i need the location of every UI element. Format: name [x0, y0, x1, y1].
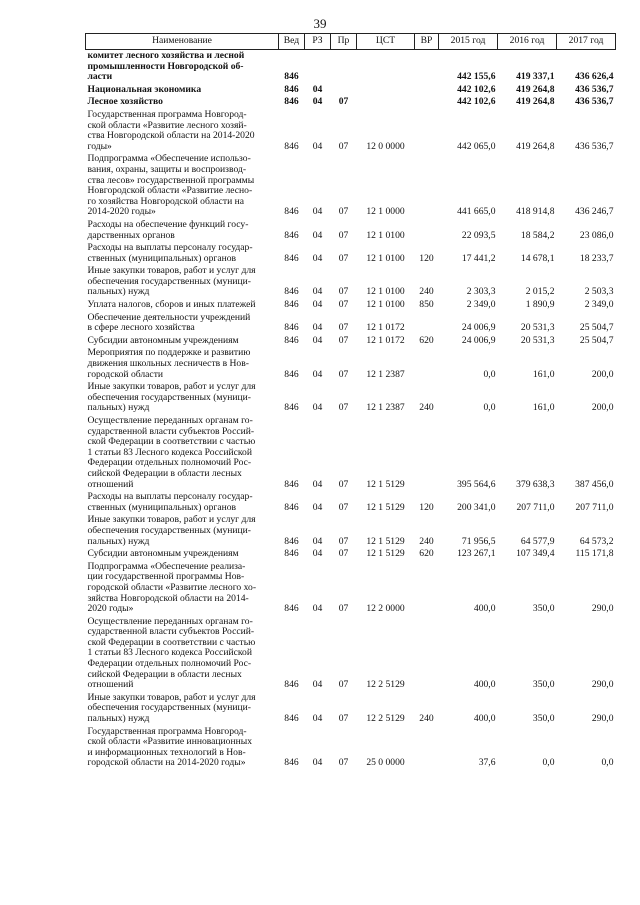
cell-pr: 07 [338, 713, 349, 725]
cell-pr: 07 [338, 322, 349, 334]
cell-vr [415, 312, 439, 335]
cell-pr: 07 [338, 299, 349, 311]
table-row [86, 491, 616, 514]
cell-rz: 04 [312, 757, 323, 769]
cell-ved: 846 [284, 603, 299, 615]
cell-2015: 442 102,6 [457, 83, 496, 95]
cell-2017: 290,0 [591, 679, 614, 691]
cell-2015: 395 564,6 [457, 478, 496, 490]
table-row [86, 219, 616, 242]
table-row [86, 153, 616, 219]
cell-pr: 07 [338, 286, 349, 298]
cell-vr [415, 347, 439, 381]
cell-cst: 12 2 5129 [366, 679, 405, 691]
table-row [86, 381, 616, 415]
cell-2017: 2 503,3 [584, 286, 614, 298]
cell-2016: 64 577,9 [520, 535, 555, 547]
cell-2017: 25 504,7 [579, 322, 614, 334]
cell-rz: 04 [312, 322, 323, 334]
cell-2015: 400,0 [473, 679, 496, 691]
cell-pr: 07 [338, 252, 349, 264]
cell-rz: 04 [312, 478, 323, 490]
cell-2015: 2 349,0 [466, 299, 496, 311]
cell-vr: 240 [419, 286, 434, 298]
cell-cst: 12 1 0000 [366, 206, 405, 218]
cell-cst: 12 1 5129 [366, 478, 405, 490]
table-row [86, 692, 616, 726]
table-row [86, 84, 616, 97]
table-row [86, 265, 616, 299]
cell-ved: 846 [284, 402, 299, 414]
cell-cst [357, 96, 415, 109]
cell-2016: 18 584,2 [520, 229, 555, 241]
header-pr: Пр [331, 34, 357, 50]
table-row [86, 726, 616, 770]
cell-2017: 64 573,2 [579, 535, 614, 547]
cell-rz: 04 [312, 548, 323, 560]
cell-rz: 04 [312, 402, 323, 414]
table-row [86, 109, 616, 153]
cell-2016: 207 711,0 [516, 501, 555, 513]
cell-vr: 120 [419, 252, 434, 264]
cell-vr: 240 [419, 535, 434, 547]
cell-ved: 846 [284, 368, 299, 380]
cell-ved: 846 [284, 713, 299, 725]
cell-cst: 12 1 2387 [366, 402, 405, 414]
cell-name: Иные закупки товаров, работ и услуг для обеспечения государственных (муници- пальных) нужд [87, 691, 256, 725]
table-row [86, 242, 616, 265]
cell-2015: 24 006,9 [461, 334, 496, 346]
table-row [86, 561, 616, 616]
cell-cst: 25 0 0000 [366, 757, 405, 769]
cell-rz: 04 [312, 252, 323, 264]
cell-cst: 12 1 0100 [366, 299, 405, 311]
cell-name: Осуществление переданных органам го- сударственной власти субъектов Россий- ской Федерации в соответствии с частью 1 статьи 83 Лесного кодекса Российской Федерации отдельных полномочий Рос- сийской Федерации в области лесных отношений [87, 615, 256, 691]
cell-2016: 2 015,2 [525, 286, 555, 298]
cell-vr [415, 561, 439, 616]
cell-name: Национальная экономика [87, 83, 202, 95]
cell-name: комитет лесного хозяйства и лесной промышленности Новгородской об- ласти [87, 50, 245, 83]
cell-rz: 04 [312, 501, 323, 513]
cell-2015: 71 956,5 [461, 535, 496, 547]
cell-cst [357, 84, 415, 97]
cell-ved: 846 [284, 286, 299, 298]
cell-ved: 846 [284, 322, 299, 334]
cell-name: Лесное хозяйство [87, 96, 163, 108]
cell-rz: 04 [312, 83, 323, 95]
cell-name: Иные закупки товаров, работ и услуг для обеспечения государственных (муници- пальных) нужд [87, 265, 256, 298]
table-row [86, 548, 616, 561]
cell-vr [415, 109, 439, 153]
cell-2016: 350,0 [532, 679, 555, 691]
cell-vr [415, 96, 439, 109]
cell-ved: 846 [284, 206, 299, 218]
cell-vr [415, 84, 439, 97]
cell-2017: 436 536,7 [575, 83, 614, 95]
cell-cst: 12 2 5129 [366, 713, 405, 725]
header-2016: 2016 год [498, 34, 557, 50]
cell-2015: 24 006,9 [461, 322, 496, 334]
cell-rz: 04 [312, 229, 323, 241]
cell-name: Государственная программа Новгород- ской области «Развитие инновационных и информационных технологий в Нов- городской области на 2014-2020 годы» [87, 725, 252, 769]
table-row [86, 415, 616, 491]
cell-name: Обеспечение деятельности учреждений в сфере лесного хозяйства [87, 311, 251, 334]
cell-pr: 07 [338, 501, 349, 513]
cell-2016: 20 531,3 [520, 334, 555, 346]
table-body [86, 50, 616, 771]
cell-2016: 419 264,8 [516, 140, 555, 152]
table-header [86, 34, 616, 50]
cell-pr: 07 [338, 679, 349, 691]
cell-2017: 200,0 [591, 402, 614, 414]
cell-cst: 12 1 0100 [366, 229, 405, 241]
header-ved: Вед [279, 34, 305, 50]
cell-2016: 14 678,1 [520, 252, 555, 264]
cell-cst: 12 1 0100 [366, 286, 405, 298]
cell-rz: 04 [312, 535, 323, 547]
cell-cst: 12 1 0100 [366, 252, 405, 264]
cell-2016: 0,0 [542, 757, 555, 769]
cell-rz: 04 [312, 286, 323, 298]
cell-ved: 846 [284, 71, 299, 83]
cell-2017: 23 086,0 [579, 229, 614, 241]
cell-rz: 04 [312, 140, 323, 152]
cell-2017: 436 536,7 [575, 140, 614, 152]
cell-cst: 12 1 5129 [366, 548, 405, 560]
page-number: 39 [313, 16, 327, 31]
cell-2017: 115 171,8 [575, 548, 614, 560]
cell-2015: 441 665,0 [457, 206, 496, 218]
header-vr: ВР [415, 34, 439, 50]
cell-2015: 0,0 [483, 368, 496, 380]
cell-cst: 12 1 5129 [366, 501, 405, 513]
cell-2015: 442 065,0 [457, 140, 496, 152]
cell-cst [357, 50, 415, 84]
cell-cst: 12 1 0172 [366, 334, 405, 346]
cell-rz: 04 [312, 334, 323, 346]
cell-2017: 387 456,0 [575, 478, 614, 490]
cell-pr: 07 [338, 548, 349, 560]
cell-2016: 419 264,8 [516, 83, 555, 95]
header-cst: ЦСТ [357, 34, 415, 50]
cell-cst: 12 1 2387 [366, 368, 405, 380]
cell-2016: 107 349,4 [516, 548, 555, 560]
cell-ved: 846 [284, 83, 299, 95]
cell-ved: 846 [284, 299, 299, 311]
cell-2015: 2 303,3 [466, 286, 496, 298]
cell-2015: 442 102,6 [457, 96, 496, 108]
cell-ved: 846 [284, 229, 299, 241]
cell-vr [415, 616, 439, 692]
header-rz: РЗ [305, 34, 331, 50]
cell-name: Подпрограмма «Обеспечение реализа- ции государственной программы Нов- городской области «Развитие лесного хо- зяйства Новгородской области на 2014- 2020 годы» [87, 560, 257, 615]
cell-2015: 17 441,2 [461, 252, 496, 264]
cell-ved: 846 [284, 140, 299, 152]
cell-ved: 846 [284, 334, 299, 346]
cell-2016: 161,0 [532, 368, 555, 380]
cell-2015: 442 155,6 [457, 71, 496, 83]
cell-cst: 12 2 0000 [366, 603, 405, 615]
cell-2016: 419 337,1 [516, 71, 555, 83]
table-row [86, 50, 616, 84]
cell-ved: 846 [284, 679, 299, 691]
cell-vr [415, 50, 439, 84]
cell-ved: 846 [284, 96, 299, 108]
cell-2015: 37,6 [478, 757, 496, 769]
cell-ved: 846 [284, 478, 299, 490]
cell-name: Расходы на выплаты персоналу государ- ственных (муниципальных) органов [87, 491, 253, 513]
cell-name: Иные закупки товаров, работ и услуг для обеспечения государственных (муници- пальных) нужд [87, 381, 256, 414]
table-row [86, 616, 616, 692]
cell-name: Расходы на обеспечение функций госу- дарственных органов [87, 218, 249, 241]
cell-2016: 350,0 [532, 603, 555, 615]
cell-pr: 07 [338, 140, 349, 152]
cell-2017: 0,0 [601, 757, 614, 769]
cell-cst: 12 1 0172 [366, 322, 405, 334]
cell-pr [331, 50, 357, 84]
cell-pr: 07 [338, 368, 349, 380]
cell-2015: 22 093,5 [461, 229, 496, 241]
table-row [86, 347, 616, 381]
cell-name: Мероприятия по поддержке и развитию движения школьных лесничеств в Нов- городской области [87, 347, 251, 380]
cell-vr: 120 [419, 501, 434, 513]
cell-pr: 07 [338, 334, 349, 346]
cell-rz: 04 [312, 299, 323, 311]
cell-2015: 123 267,1 [457, 548, 496, 560]
cell-2016: 20 531,3 [520, 322, 555, 334]
cell-2015: 400,0 [473, 603, 496, 615]
budget-table [85, 33, 616, 770]
cell-ved: 846 [284, 535, 299, 547]
header-name: Наименование [86, 34, 279, 50]
cell-2017: 290,0 [591, 713, 614, 725]
cell-rz [305, 50, 331, 84]
table-row [86, 96, 616, 109]
cell-rz: 04 [312, 368, 323, 380]
cell-cst: 12 0 0000 [366, 140, 405, 152]
cell-pr: 07 [338, 229, 349, 241]
cell-rz: 04 [312, 96, 323, 108]
cell-rz: 04 [312, 713, 323, 725]
cell-2017: 436 246,7 [575, 206, 614, 218]
cell-2017: 436 626,4 [575, 71, 614, 83]
cell-pr: 07 [338, 478, 349, 490]
table-row [86, 335, 616, 348]
cell-vr: 240 [419, 402, 434, 414]
cell-ved: 846 [284, 548, 299, 560]
cell-2016: 419 264,8 [516, 96, 555, 108]
cell-cst: 12 1 5129 [366, 535, 405, 547]
cell-pr: 07 [338, 603, 349, 615]
cell-pr: 07 [338, 757, 349, 769]
cell-2017: 200,0 [591, 368, 614, 380]
cell-2016: 379 638,3 [516, 478, 555, 490]
cell-2017: 207 711,0 [575, 501, 614, 513]
cell-vr: 620 [419, 334, 434, 346]
cell-2017: 18 233,7 [579, 252, 614, 264]
cell-2016: 350,0 [532, 713, 555, 725]
cell-rz: 04 [312, 206, 323, 218]
cell-ved: 846 [284, 252, 299, 264]
cell-vr [415, 219, 439, 242]
cell-vr [415, 415, 439, 491]
cell-pr: 07 [338, 535, 349, 547]
header-2015: 2015 год [439, 34, 498, 50]
header-2017: 2017 год [557, 34, 616, 50]
cell-2017: 25 504,7 [579, 334, 614, 346]
cell-vr [415, 153, 439, 219]
cell-name: Субсидии автономным учреждениям [87, 548, 239, 560]
cell-name: Государственная программа Новгород- ской области «Развитие лесного хозяй- ства Новгородской области на 2014-2020 годы» [87, 108, 255, 152]
cell-2015: 200 341,0 [457, 501, 496, 513]
cell-name: Субсидии автономным учреждениям [87, 334, 239, 346]
cell-pr [331, 84, 357, 97]
cell-pr: 07 [338, 402, 349, 414]
cell-pr: 07 [338, 96, 349, 108]
cell-name: Осуществление переданных органам го- сударственной власти субъектов Россий- ской Федерации в соответствии с частью 1 статьи 83 Лесного кодекса Российской Федерации отдельных полномочий Рос- сийской Федерации в области лесных отношений [87, 415, 256, 490]
cell-vr: 620 [419, 548, 434, 560]
cell-2016: 161,0 [532, 402, 555, 414]
cell-vr [415, 726, 439, 770]
cell-vr: 850 [419, 299, 434, 311]
cell-name: Подпрограмма «Обеспечение использо- вания, охраны, защиты и воспроизвод- ства лесов» государственной программы Новгородской области «Развитие лесно- го хозяйства Новгородской области на 2014-2020 годы» [87, 153, 255, 218]
cell-2017: 436 536,7 [575, 96, 614, 108]
cell-name: Уплата налогов, сборов и иных платежей [87, 299, 256, 311]
cell-2016: 418 914,8 [516, 206, 555, 218]
cell-ved: 846 [284, 757, 299, 769]
cell-pr: 07 [338, 206, 349, 218]
cell-2015: 400,0 [473, 713, 496, 725]
table-row [86, 514, 616, 548]
cell-2016: 1 890,9 [525, 299, 555, 311]
table-row [86, 299, 616, 312]
cell-vr: 240 [419, 713, 434, 725]
cell-2015: 0,0 [483, 402, 496, 414]
cell-name: Расходы на выплаты персоналу государ- ственных (муниципальных) органов [87, 242, 253, 264]
cell-rz: 04 [312, 603, 323, 615]
cell-2017: 290,0 [591, 603, 614, 615]
cell-name: Иные закупки товаров, работ и услуг для обеспечения государственных (муници- пальных) нужд [87, 514, 256, 547]
cell-rz: 04 [312, 679, 323, 691]
cell-2017: 2 349,0 [584, 299, 614, 311]
table-row [86, 312, 616, 335]
cell-ved: 846 [284, 501, 299, 513]
